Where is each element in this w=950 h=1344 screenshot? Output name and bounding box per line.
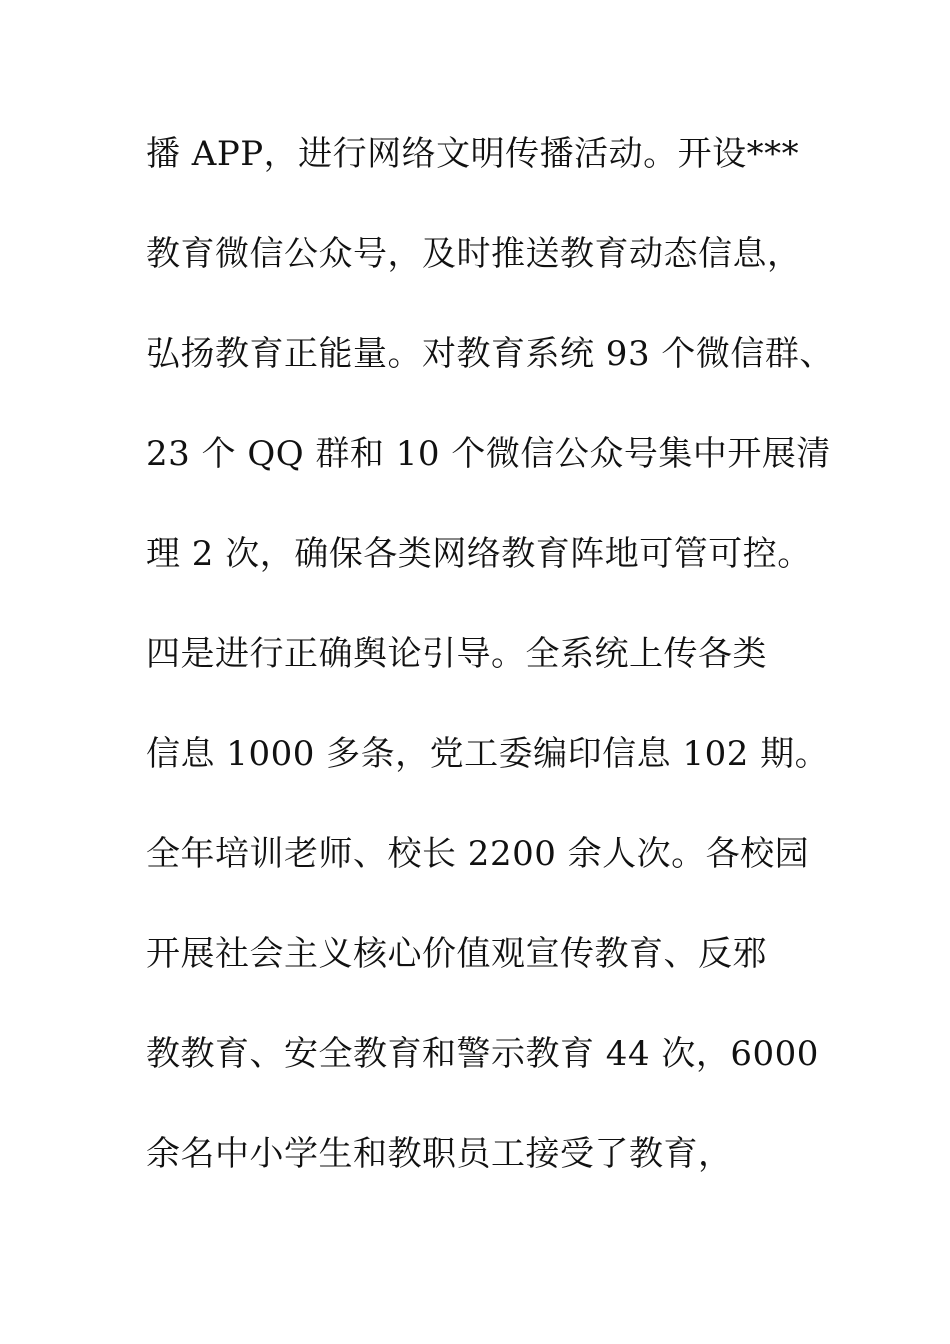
text-line: 理 2 次，确保各类网络教育阵地可管可控。 [146,534,812,574]
text-line: 弘扬教育正能量。对教育系统 93 个微信群、 [146,334,834,374]
text-line: 23 个 QQ 群和 10 个微信公众号集中开展清 [146,434,831,474]
text-line: 信息 1000 多条，党工委编印信息 102 期。 [146,734,830,774]
text-line: 余名中小学生和教职员工接受了教育， [146,1134,733,1174]
text-line: 四是进行正确舆论引导。全系统上传各类 [146,634,767,674]
text-line: 播 APP，进行网络文明传播活动。开设*** [146,134,800,174]
text-line: 教育微信公众号，及时推送教育动态信息， [146,234,802,274]
text-line: 教教育、安全教育和警示教育 44 次，6000 [146,1034,819,1074]
text-line: 开展社会主义核心价值观宣传教育、反邪 [146,934,767,974]
body-text [146,128,846,1228]
text-line: 全年培训老师、校长 2200 余人次。各校园 [146,834,810,874]
